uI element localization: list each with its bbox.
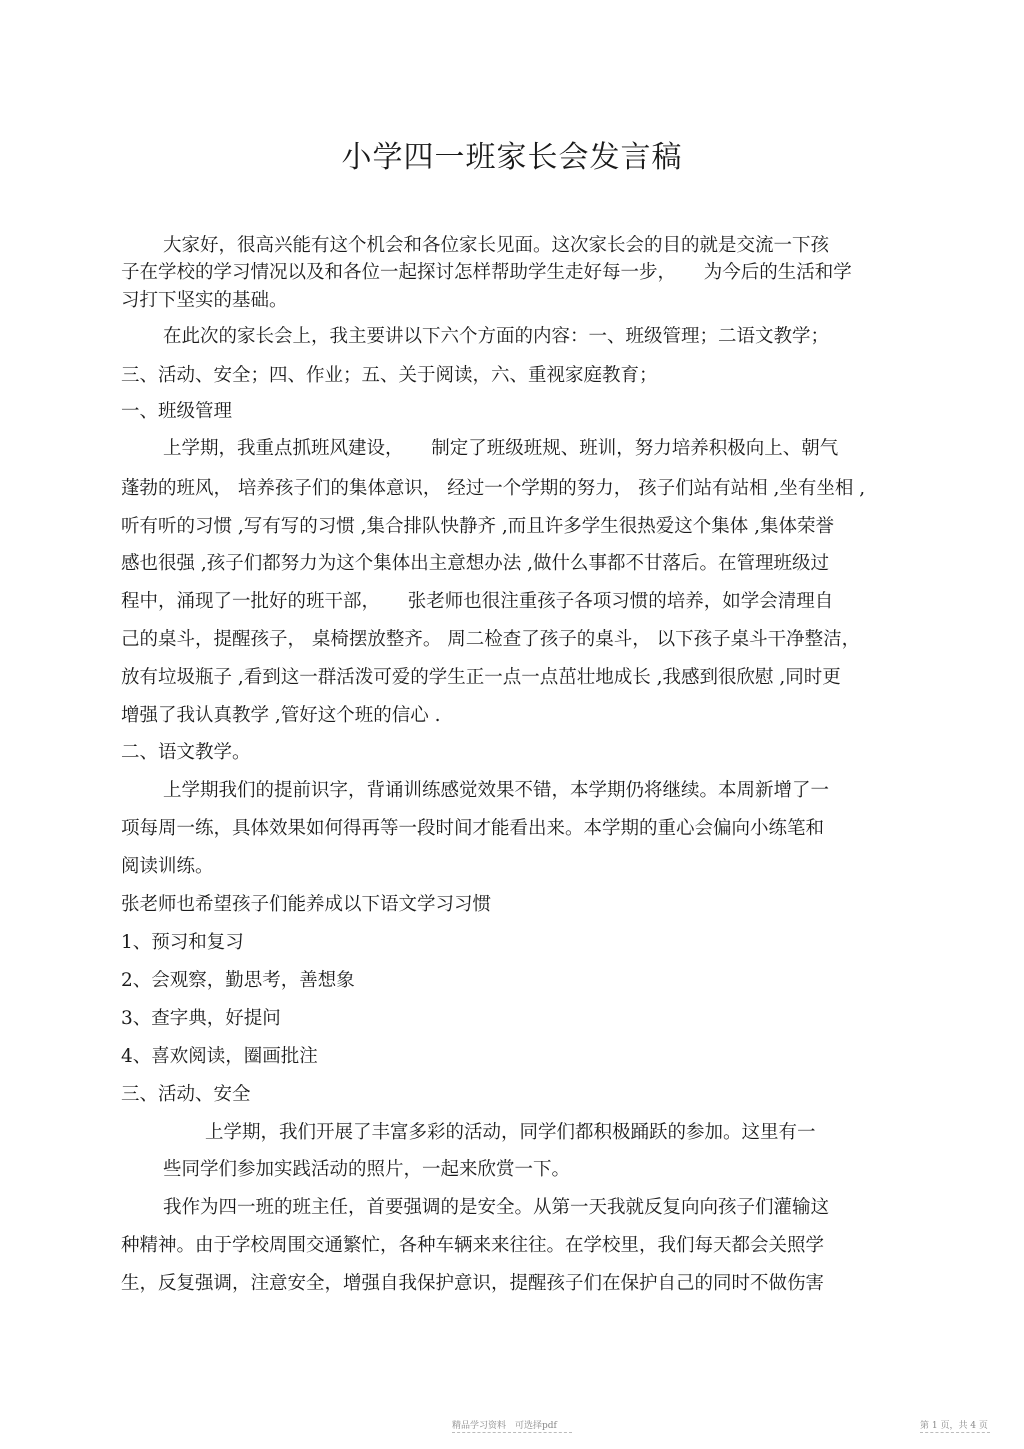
body-line: 生，反复强调，注意安全，增强自我保护意识，提醒孩子们在保护自己的同时不做伤害: [121, 1273, 825, 1294]
section-heading: 二、语文教学。: [121, 742, 251, 763]
body-line: 我作为四一班的班主任，首要强调的是安全。从第一天我就反复向向孩子们灌输这: [163, 1197, 830, 1218]
body-line: 放有垃圾瓶子 ,看到这一群活泼可爱的学生正一点一点茁壮地成长 ,我感到很欣慰 ,同时更: [121, 667, 841, 688]
body-line: 习打下坚实的基础。: [121, 290, 288, 311]
document-title: 小学四一班家长会发言稿: [341, 140, 683, 175]
body-line: 上学期我们的提前识字，背诵训练感觉效果不错，本学期仍将继续。本周新增了一: [163, 780, 830, 801]
body-line: 大家好，很高兴能有这个机会和各位家长见面。这次家长会的目的就是交流一下孩: [163, 235, 830, 256]
list-item: 1、预习和复习: [121, 932, 244, 953]
body-line: 感也很强 ,孩子们都努力为这个集体出主意想办法 ,做什么事都不甘落后。在管理班级过: [121, 553, 830, 574]
section-heading: 一、班级管理: [121, 401, 233, 422]
body-line: 上学期，我们开展了丰富多彩的活动，同学们都积极踊跃的参加。这里有一: [205, 1122, 816, 1143]
body-line: 张老师也希望孩子们能养成以下语文学习习惯: [121, 894, 492, 915]
footer-watermark: 精品学习资料 可选择pdf: [452, 1421, 557, 1431]
body-line: 三、活动、安全；四、作业；五、关于阅读，六、重视家庭教育；: [121, 365, 658, 386]
body-line: 上学期，我重点抓班风建设， 制定了班级班规、班训，努力培养积极向上、朝气: [163, 438, 839, 459]
body-line: 增强了我认真教学 ,管好这个班的信心 .: [121, 705, 441, 726]
list-item: 3、查字典，好提问: [121, 1008, 281, 1029]
list-item: 4、喜欢阅读，圈画批注: [121, 1046, 318, 1067]
body-line: 子在学校的学习情况以及和各位一起探讨怎样帮助学生走好每一步， 为今后的生活和学: [121, 262, 852, 283]
footer-divider: [452, 1432, 572, 1433]
page-number: 第 1 页，共 4 页: [920, 1421, 988, 1431]
body-line: 己的桌斗，提醒孩子， 桌椅摆放整齐。 周二检查了孩子的桌斗， 以下孩子桌斗干净整洁，: [121, 629, 861, 650]
body-line: 在此次的家长会上，我主要讲以下六个方面的内容：一、班级管理；二语文教学；: [163, 326, 830, 347]
body-line: 种精神。由于学校周围交通繁忙，各种车辆来来往往。在学校里，我们每天都会关照学: [121, 1235, 825, 1256]
body-line: 蓬勃的班风， 培养孩子们的集体意识， 经过一个学期的努力， 孩子们站有站相 ,坐有坐相 ,: [121, 478, 866, 499]
footer-divider: [920, 1432, 990, 1433]
body-line: 项每周一练，具体效果如何得再等一段时间才能看出来。本学期的重心会偏向小练笔和: [121, 818, 825, 839]
body-line: 阅读训练。: [121, 856, 214, 877]
section-heading: 三、活动、安全: [121, 1084, 251, 1105]
body-line: 听有听的习惯 ,写有写的习惯 ,集合排队快静齐 ,而且许多学生很热爱这个集体 ,集体荣誉: [121, 516, 835, 537]
body-line: 程中，涌现了一批好的班干部， 张老师也很注重孩子各项习惯的培养，如学会清理自: [121, 591, 834, 612]
list-item: 2、会观察，勤思考，善想象: [121, 970, 355, 991]
body-line: 些同学们参加实践活动的照片，一起来欣赏一下。: [163, 1159, 571, 1180]
